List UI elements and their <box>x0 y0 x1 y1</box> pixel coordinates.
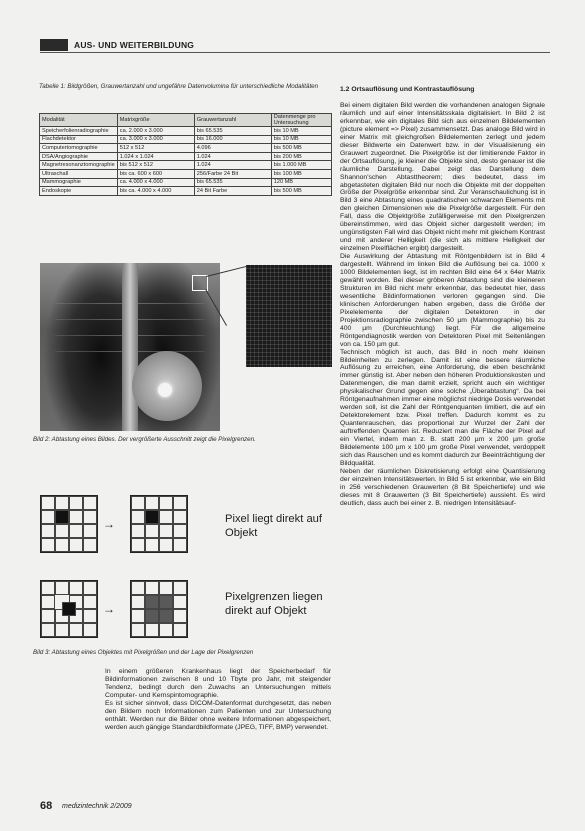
paragraph: Die Auswirkung der Abtastung mit Röntgenbildern ist in Bild 4 dargestellt. Während im linken Bild die Auflösung bei ca. 1000 x 1000 Bildelementen liegt, ist im rechten Bild eine 64 x 64er Matrix gewählt worden. Bei dieser gröberen Abtastung sind die kleineren Strukturen im Bild nicht mehr erkennbar, das bedeutet hier, dass wesentliche Bildinformationen verloren gegangen sind. Die klinischen Anforderungen haben ergeben, dass die Größe der Pixelelemente der digitalen Detektoren in der Projektionsradiographie zwischen 50 µm (Mammographie) bis zu 400 µm (Durchleuchtung) liegt. Für die allgemeine Röntgendiagnostik werden von Detektoren Pixel mit Seitenlängen von ca. 150 µm gut. <box>340 253 545 348</box>
paragraph: Neben der räumlichen Diskretisierung erfolgt eine Quantisierung der einzelnen Intensitätswerten. In Bild 5 ist erkennbar, wie ein Bild in 256 verschiedenen Grauwerten (8 Bit Speichertiefe) und wie dieses mit 8 Grauwerten (3 Bit Speichertiefe) aussieht. Es wird deutlich, dass auch bei einer z. B. niedrigen Intensitätsauf- <box>340 467 545 507</box>
section-header <box>40 39 540 51</box>
pixel-grid-zoom-image <box>246 265 332 367</box>
table-cell: bis 100 MB <box>271 169 331 178</box>
chest-xray-image <box>40 263 220 431</box>
left-column-text <box>105 668 331 732</box>
table-cell: ca. 3.000 x 3.000 <box>117 135 194 144</box>
table-header-cell: Grauwertanzahl <box>194 114 271 127</box>
table-header-cell: Matrixgröße <box>117 114 194 127</box>
page-number: 68 <box>40 800 53 812</box>
paragraph: In einem größeren Krankenhaus liegt der Speicherbedarf für Bildinformationen zwischen 8 und 10 Tbyte pro Jahr, mit steigender Tendenz, bedingt durch den Zuwachs an Untersuchungen mittels Computer- und Kernspintomographie. <box>105 668 331 699</box>
table-row <box>40 169 332 178</box>
pixel-grid-aligned-result <box>130 495 188 553</box>
section-marker <box>40 39 68 51</box>
table-cell: 120 MB <box>271 178 331 187</box>
section-label: AUS- UND WEITERBILDUNG <box>74 40 195 50</box>
paragraph: Bei einem digitalen Bild werden die vorhandenen analogen Signale räumlich und auf einer Intensitätsskala digitalisiert. In Bild 2 ist erkennbar, wie ein digitales Bild sich aus einzelnen Bildelementen (picture element => Pixel) zusammensetzt. Das analoge Bild wird in einer Matrix mit gleichgroßen Bildelementen zerlegt und jedem dieser Bildwerte ein Datenwert bzw. in der Visualisierung ein Grauwert zugeordnet. Die Pixelgröße ist der limitierende Faktor in der Ortsauflösung, je kleiner die Objekte sind, desto genauer ist die räumliche Darstellung. Dabei zeigt das Darstellung dem Shannon'schen Abtasttheorem; dies bedeutet, dass im abgetasteten digitalen Bild nur noch die Objekte mit der doppelten Größe der Pixelgröße erkennbar sind. Zur Veranschaulichung ist in Bild 3 eine Abtastung eines quadratischen schwarzen Elements mit den gleichen Dimensionen wie die Pixelgröße dargestellt. Für den Fall, dass die Objektgröße zufälligerweise mit den Pixelgrenzen übereinstimmen, wird das Objekt sicher dargestellt werden; im ungünstigsten Fall wird das Objekt nicht mehr mit gleichem Kontrast und mit anderer Helligkeit (die sich als mittlere Helligkeit der einzelnen Pixelflächen ergibt) dargestellt. <box>340 102 545 253</box>
pixel-grid-offset-result <box>130 580 188 638</box>
table-cell: 1.024 x 1.024 <box>117 152 194 161</box>
table-row <box>40 178 332 187</box>
table-cell: bis 500 MB <box>271 144 331 153</box>
pixel-grid-offset <box>40 580 98 638</box>
table-cell: 256/Farbe 24 Bit <box>194 169 271 178</box>
table-cell: 512 x 512 <box>117 144 194 153</box>
table1-caption: Tabelle 1: Bildgrößen, Grauwertanzahl und ungefähre Datenvolumina für unterschiedliche Modalitäten <box>39 83 319 90</box>
table-row <box>40 187 332 196</box>
table-cell: Computertomographie <box>40 144 118 153</box>
arrow-right-icon: → <box>103 602 115 616</box>
table-cell: bis 1.000 MB <box>271 161 331 170</box>
table-cell: bis 500 MB <box>271 187 331 196</box>
bright-implant <box>158 383 172 397</box>
figure2-caption: Bild 2: Abtastung eines Bildes. Der vergrößerte Ausschnitt zeigt die Pixelgrenzen. <box>33 436 256 443</box>
table-header-row <box>40 114 332 127</box>
figure3-caption: Bild 3: Abtastung eines Objektes mit Pixelgrößen und der Lage der Pixelgrenzen <box>33 649 254 656</box>
journal-name: medizintechnik 2/2009 <box>62 803 132 810</box>
spine-shadow <box>122 263 138 431</box>
table-cell: bis 16.000 <box>194 135 271 144</box>
table-cell: bis 10 MB <box>271 135 331 144</box>
right-column-text <box>340 102 545 508</box>
table-cell: Flachdetektor <box>40 135 118 144</box>
header-rule <box>40 52 550 53</box>
table-cell: bis 200 MB <box>271 152 331 161</box>
table-cell: 1.024 <box>194 152 271 161</box>
table-cell: ca. 4.000 x 4.000 <box>117 178 194 187</box>
figure3-label-bottom: Pixelgrenzen liegen direkt auf Objekt <box>225 591 323 617</box>
table-cell: DSA/Angiographie <box>40 152 118 161</box>
section-title: 1.2 Ortsauflösung und Kontrastauflösung <box>340 86 475 93</box>
paragraph: Technisch möglich ist auch, das Bild in noch mehr kleinen Bildeinheiten zu zerlegen. Damit ist eine bessere räumliche Auflösung zu erreichen, eine Anforderung, die eben beschränkt immer günstig ist. Aber neben den höheren Produktionskosten und Datenmengen, die man damit erzielt, spricht auch ein wichtiger physikalischer Grund gegen eine solche „Überabtastung“. Da bei Röntgenaufnahmen immer eine möglichst niedrige Dosis verwendet werden soll, ist die Zahl der Röntgenquanten limitiert, die auf ein Detektorelement bzw. Pixel treffen. Dadurch kommt es zu Quantenrauschen, das proportional zur Wurzel der Zahl der auftreffenden Quanten ist. Reduziert man die Fläche der Pixel auf ein Viertel, indem man z. B. statt 200 µm x 200 µm große Bildelemente 100 µm x 100 µm große Pixel verwendet, verdoppelt sich das Rauschen und es kommt dadurch zur Beeinträchtigung der Bildqualität. <box>340 348 545 467</box>
paragraph: Es ist sicher sinnvoll, dass DICOM-Datenformat durchgesetzt, das neben den Bildern noch Informationen zum Patienten und zur Untersuchung enthält. Werden nur die Bilder ohne weitere Informationen abgespeichert, werden auch gängige Standardbildformate (JPEG, TIFF, BMP) verwendet. <box>105 699 331 731</box>
table-cell: ca. 2.000 x 3.000 <box>117 127 194 136</box>
table-cell: 4.096 <box>194 144 271 153</box>
table-cell: Endoskopie <box>40 187 118 196</box>
table-cell: 1.024 <box>194 161 271 170</box>
arrow-right-icon: → <box>103 517 115 531</box>
table-row <box>40 135 332 144</box>
table-cell: bis 65.535 <box>194 127 271 136</box>
table-row <box>40 144 332 153</box>
table-cell: Mammographie <box>40 178 118 187</box>
figure3-label-top: Pixel liegt direkt auf Objekt <box>225 513 323 539</box>
pixel-grid-aligned <box>40 495 98 553</box>
table-row <box>40 152 332 161</box>
table-cell: bis ca. 4.000 x 4.000 <box>117 187 194 196</box>
table1 <box>39 113 332 196</box>
table-cell: Speicherfolienradiographie <box>40 127 118 136</box>
table-cell: Ultraschall <box>40 169 118 178</box>
table-cell: bis 65.535 <box>194 178 271 187</box>
table-header-cell: Modalität <box>40 114 118 127</box>
table-cell: 24 Bit Farbe <box>194 187 271 196</box>
table-header-cell: Datenmenge pro Untersuchung <box>271 114 331 127</box>
table-row <box>40 127 332 136</box>
table-cell: bis ca. 600 x 600 <box>117 169 194 178</box>
table-cell: bis 10 MB <box>271 127 331 136</box>
table-cell: bis 512 x 512 <box>117 161 194 170</box>
table-cell: Magnetresonanztomographie <box>40 161 118 170</box>
table-row <box>40 161 332 170</box>
